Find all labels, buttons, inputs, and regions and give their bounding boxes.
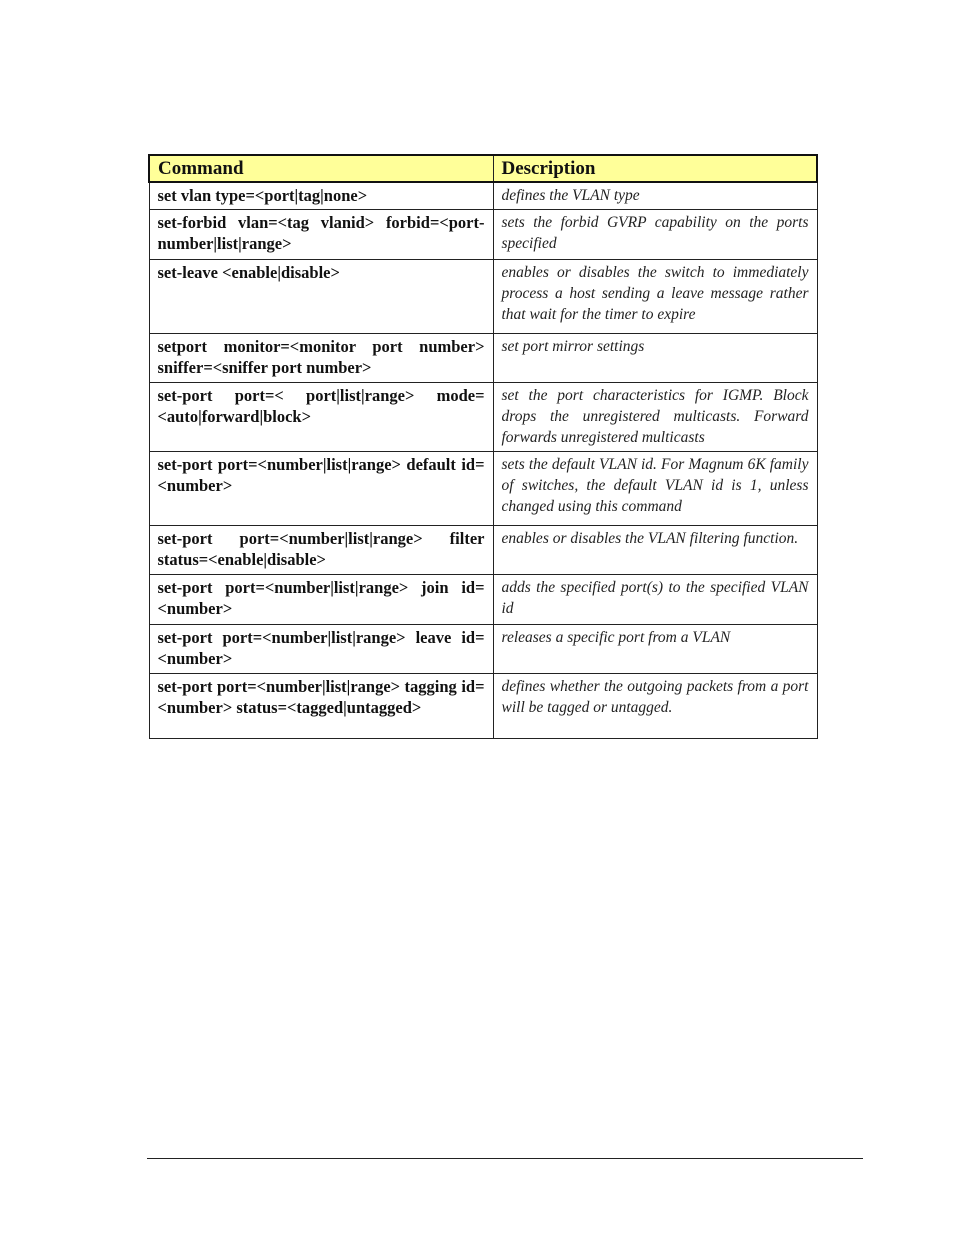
description-cell: defines whether the outgoing packets from a port will be tagged or untagged. — [493, 674, 817, 739]
table-row — [149, 526, 817, 575]
table-row — [149, 452, 817, 526]
command-cell: set-port port=< port|list|range> mode=<auto|forward|block> — [149, 383, 493, 452]
description-cell: releases a specific port from a VLAN — [493, 625, 817, 674]
command-cell: set-port port=<number|list|range> filter status=<enable|disable> — [149, 526, 493, 575]
description-column-header: Description — [493, 155, 817, 182]
description-cell: enables or disables the switch to immediately process a host sending a leave message rather that wait for the timer to expire — [493, 260, 817, 334]
table-row — [149, 182, 817, 210]
description-cell: sets the default VLAN id. For Magnum 6K family of switches, the default VLAN id is 1, unless changed using this command — [493, 452, 817, 526]
description-cell: enables or disables the VLAN filtering function. — [493, 526, 817, 575]
description-cell: set the port characteristics for IGMP. Block drops the unregistered multicasts. Forward forwards unregistered multicasts — [493, 383, 817, 452]
command-cell: setport monitor=<monitor port number> sniffer=<sniffer port number> — [149, 334, 493, 383]
command-cell: set-leave <enable|disable> — [149, 260, 493, 334]
command-cell: set-forbid vlan=<tag vlanid> forbid=<port-number|list|range> — [149, 210, 493, 260]
table-row — [149, 383, 817, 452]
command-column-header: Command — [149, 155, 493, 182]
table-body — [149, 182, 817, 739]
table-row — [149, 210, 817, 260]
command-table — [148, 154, 818, 739]
description-cell: adds the specified port(s) to the specified VLAN id — [493, 575, 817, 625]
command-cell: set-port port=<number|list|range> leave id=<number> — [149, 625, 493, 674]
description-cell: defines the VLAN type — [493, 182, 817, 210]
table-row — [149, 260, 817, 334]
description-cell: set port mirror settings — [493, 334, 817, 383]
table-row — [149, 575, 817, 625]
footer-divider — [147, 1158, 863, 1159]
table-row — [149, 334, 817, 383]
table-row — [149, 674, 817, 739]
description-cell: sets the forbid GVRP capability on the ports specified — [493, 210, 817, 260]
command-cell: set-port port=<number|list|range> join id=<number> — [149, 575, 493, 625]
command-cell: set-port port=<number|list|range> tagging id=<number> status=<tagged|untagged> — [149, 674, 493, 739]
command-cell: set vlan type=<port|tag|none> — [149, 182, 493, 210]
command-cell: set-port port=<number|list|range> default id=<number> — [149, 452, 493, 526]
table-header-row — [149, 155, 817, 182]
table-row — [149, 625, 817, 674]
